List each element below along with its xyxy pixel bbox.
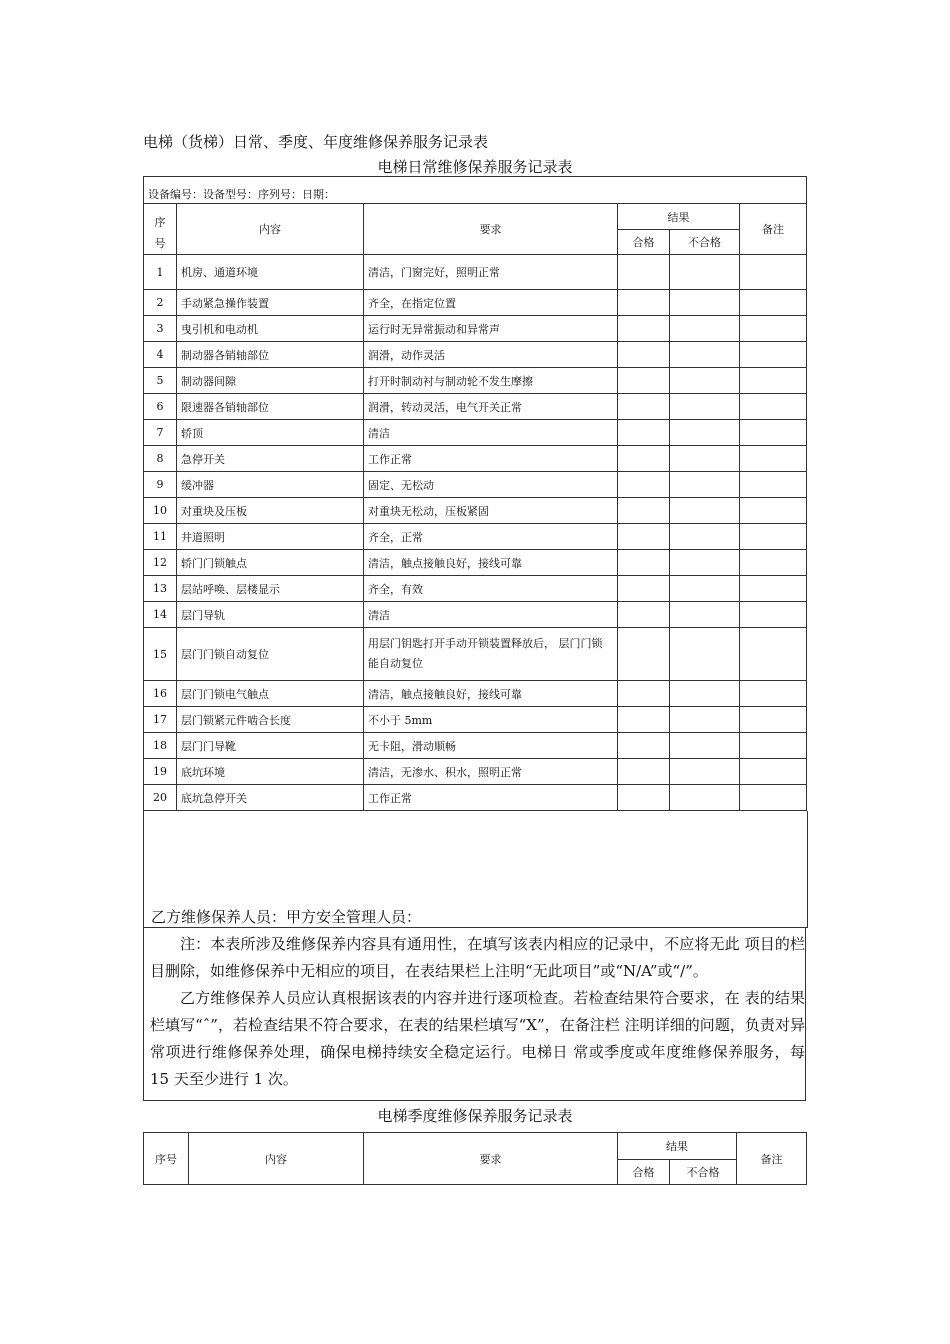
row-pass-cell[interactable] (618, 733, 670, 759)
table-row (144, 420, 807, 446)
header-seq: 序 号 (144, 204, 177, 255)
header-content: 内容 (177, 204, 364, 255)
row-number: 7 (144, 420, 177, 446)
row-requirement: 齐全，有效 (364, 576, 618, 602)
header-pass: 合格 (618, 230, 670, 255)
row-fail-cell[interactable] (670, 472, 740, 498)
row-fail-cell[interactable] (670, 628, 740, 681)
row-pass-cell[interactable] (618, 394, 670, 420)
row-remark-cell[interactable] (740, 602, 807, 628)
row-requirement: 对重块无松动，压板紧固 (364, 498, 618, 524)
row-content: 轿门门锁触点 (177, 550, 364, 576)
row-remark-cell[interactable] (740, 524, 807, 550)
row-requirement: 清洁，触点接触良好，接线可靠 (364, 550, 618, 576)
row-fail-cell[interactable] (670, 420, 740, 446)
row-pass-cell[interactable] (618, 342, 670, 368)
table-row (144, 785, 807, 811)
note-paragraph-2: 乙方维修保养人员应认真根据该表的内容并进行逐项检查。若检查结果符合要求，在 表的结果栏填写“ˆ”，若检查结果不符合要求，在表的结果栏填写“X”，在备注栏 注明详细的问题，负责对异常项进行维修保养处理，确保电梯持续安全稳定运行。电梯日 常或季度或年度维修保养服务，每 15 天至少进行 1 次。 (150, 989, 805, 1088)
table-row (144, 707, 807, 733)
row-content: 层站呼唤、层楼显示 (177, 576, 364, 602)
row-number: 11 (144, 524, 177, 550)
row-pass-cell[interactable] (618, 681, 670, 707)
row-number: 10 (144, 498, 177, 524)
row-fail-cell[interactable] (670, 707, 740, 733)
row-pass-cell[interactable] (618, 255, 670, 290)
row-number: 15 (144, 628, 177, 681)
row-requirement: 齐全，正常 (364, 524, 618, 550)
row-remark-cell[interactable] (740, 255, 807, 290)
row-fail-cell[interactable] (670, 550, 740, 576)
row-pass-cell[interactable] (618, 759, 670, 785)
q-header-pass: 合格 (618, 1160, 670, 1185)
row-number: 5 (144, 368, 177, 394)
row-pass-cell[interactable] (618, 628, 670, 681)
row-content: 急停开关 (177, 446, 364, 472)
q-header-result: 结果 (618, 1133, 737, 1160)
table-row (144, 550, 807, 576)
table-row (144, 255, 807, 290)
row-fail-cell[interactable] (670, 342, 740, 368)
row-content: 轿顶 (177, 420, 364, 446)
row-content: 制动器间隙 (177, 368, 364, 394)
row-fail-cell[interactable] (670, 498, 740, 524)
row-remark-cell[interactable] (740, 368, 807, 394)
row-remark-cell[interactable] (740, 681, 807, 707)
row-remark-cell[interactable] (740, 446, 807, 472)
row-pass-cell[interactable] (618, 785, 670, 811)
row-number: 14 (144, 602, 177, 628)
quarterly-maintenance-table (143, 1132, 807, 1185)
table-row (144, 498, 807, 524)
row-requirement: 无卡阻，滑动顺畅 (364, 733, 618, 759)
note-paragraph-1: 注：本表所涉及维修保养内容具有通用性，在填写该表内相应的记录中，不应将无此 项目的栏目删除，如维修保养中无相应的项目，在表结果栏上注明“无此项目”或“N/A”或“/”。 (150, 935, 805, 980)
row-content: 层门门锁电气触点 (177, 681, 364, 707)
header-remark: 备注 (740, 204, 807, 255)
notes-block (143, 927, 806, 1101)
signature-line: 乙方维修保养人员：甲方安全管理人员： (151, 908, 422, 926)
row-content: 井道照明 (177, 524, 364, 550)
table-row (144, 681, 807, 707)
table-row (144, 524, 807, 550)
table-row (144, 628, 807, 681)
row-pass-cell[interactable] (618, 420, 670, 446)
row-requirement: 打开时制动衬与制动轮不发生摩擦 (364, 368, 618, 394)
row-requirement: 清洁 (364, 602, 618, 628)
row-pass-cell[interactable] (618, 707, 670, 733)
row-requirement: 清洁，无渗水、积水，照明正常 (364, 759, 618, 785)
row-requirement: 用层门钥匙打开手动开锁装置释放后， 层门门锁能自动复位 (364, 628, 618, 681)
row-pass-cell[interactable] (618, 472, 670, 498)
row-remark-cell[interactable] (740, 733, 807, 759)
q-header-remark: 备注 (737, 1133, 807, 1185)
row-remark-cell[interactable] (740, 342, 807, 368)
table-row (144, 446, 807, 472)
table-row (144, 733, 807, 759)
row-fail-cell[interactable] (670, 602, 740, 628)
row-number: 16 (144, 681, 177, 707)
row-fail-cell[interactable] (670, 316, 740, 342)
row-number: 2 (144, 290, 177, 316)
row-number: 13 (144, 576, 177, 602)
row-pass-cell[interactable] (618, 550, 670, 576)
row-number: 8 (144, 446, 177, 472)
q-header-requirement: 要求 (364, 1133, 618, 1185)
row-remark-cell[interactable] (740, 759, 807, 785)
row-fail-cell[interactable] (670, 255, 740, 290)
row-remark-cell[interactable] (740, 498, 807, 524)
row-pass-cell[interactable] (618, 290, 670, 316)
row-fail-cell[interactable] (670, 446, 740, 472)
header-result: 结果 (618, 204, 740, 230)
row-requirement: 清洁 (364, 420, 618, 446)
row-content: 对重块及压板 (177, 498, 364, 524)
row-pass-cell[interactable] (618, 576, 670, 602)
row-content: 曳引机和电动机 (177, 316, 364, 342)
row-fail-cell[interactable] (670, 290, 740, 316)
row-fail-cell[interactable] (670, 368, 740, 394)
row-number: 1 (144, 255, 177, 290)
row-content: 缓冲器 (177, 472, 364, 498)
q-header-seq: 序号 (144, 1133, 189, 1185)
table-row (144, 759, 807, 785)
row-content: 层门导轨 (177, 602, 364, 628)
q-header-fail: 不合格 (670, 1160, 737, 1185)
row-pass-cell[interactable] (618, 446, 670, 472)
header-requirement: 要求 (364, 204, 618, 255)
row-pass-cell[interactable] (618, 368, 670, 394)
row-fail-cell[interactable] (670, 681, 740, 707)
row-remark-cell[interactable] (740, 628, 807, 681)
q-header-content: 内容 (189, 1133, 364, 1185)
row-fail-cell[interactable] (670, 733, 740, 759)
equipment-info-line: 设备编号：设备型号：序列号：日期： (144, 177, 807, 204)
row-number: 19 (144, 759, 177, 785)
row-number: 18 (144, 733, 177, 759)
row-number: 6 (144, 394, 177, 420)
row-fail-cell[interactable] (670, 785, 740, 811)
row-fail-cell[interactable] (670, 576, 740, 602)
daily-table-title: 电梯日常维修保养服务记录表 (377, 158, 573, 176)
row-content: 层门锁紧元件啮合长度 (177, 707, 364, 733)
row-fail-cell[interactable] (670, 759, 740, 785)
row-requirement: 不小于 5mm (364, 707, 618, 733)
table-row (144, 394, 807, 420)
row-number: 4 (144, 342, 177, 368)
row-number: 9 (144, 472, 177, 498)
row-remark-cell[interactable] (740, 290, 807, 316)
row-requirement: 齐全，在指定位置 (364, 290, 618, 316)
row-remark-cell[interactable] (740, 394, 807, 420)
row-content: 制动器各销轴部位 (177, 342, 364, 368)
header-fail: 不合格 (670, 230, 740, 255)
table-row (144, 368, 807, 394)
daily-maintenance-table (143, 176, 807, 811)
table-row (144, 602, 807, 628)
quarterly-table-title: 电梯季度维修保养服务记录表 (377, 1107, 573, 1125)
row-content: 机房、通道环境 (177, 255, 364, 290)
row-content: 层门门导靴 (177, 733, 364, 759)
row-remark-cell[interactable] (740, 472, 807, 498)
row-pass-cell[interactable] (618, 602, 670, 628)
row-remark-cell[interactable] (740, 316, 807, 342)
row-remark-cell[interactable] (740, 550, 807, 576)
row-remark-cell[interactable] (740, 785, 807, 811)
row-requirement: 工作正常 (364, 446, 618, 472)
row-requirement: 清洁，触点接触良好，接线可靠 (364, 681, 618, 707)
row-pass-cell[interactable] (618, 316, 670, 342)
table-row (144, 316, 807, 342)
row-content: 手动紧急操作装置 (177, 290, 364, 316)
row-fail-cell[interactable] (670, 394, 740, 420)
row-number: 12 (144, 550, 177, 576)
row-content: 层门门锁自动复位 (177, 628, 364, 681)
row-number: 3 (144, 316, 177, 342)
row-pass-cell[interactable] (618, 498, 670, 524)
row-pass-cell[interactable] (618, 524, 670, 550)
row-requirement: 固定、无松动 (364, 472, 618, 498)
row-number: 17 (144, 707, 177, 733)
row-remark-cell[interactable] (740, 707, 807, 733)
row-requirement: 润滑，转动灵活，电气开关正常 (364, 394, 618, 420)
row-remark-cell[interactable] (740, 576, 807, 602)
row-requirement: 清洁，门窗完好，照明正常 (364, 255, 618, 290)
row-content: 底坑环境 (177, 759, 364, 785)
row-content: 限速器各销轴部位 (177, 394, 364, 420)
table-row (144, 472, 807, 498)
row-content: 底坑急停开关 (177, 785, 364, 811)
row-fail-cell[interactable] (670, 524, 740, 550)
row-remark-cell[interactable] (740, 420, 807, 446)
row-requirement: 工作正常 (364, 785, 618, 811)
row-requirement: 润滑，动作灵活 (364, 342, 618, 368)
table-row (144, 342, 807, 368)
row-requirement: 运行时无异常振动和异常声 (364, 316, 618, 342)
row-number: 20 (144, 785, 177, 811)
table-row (144, 290, 807, 316)
document-title: 电梯（货梯）日常、季度、年度维修保养服务记录表 (143, 133, 489, 151)
table-row (144, 576, 807, 602)
signature-block (143, 811, 808, 928)
